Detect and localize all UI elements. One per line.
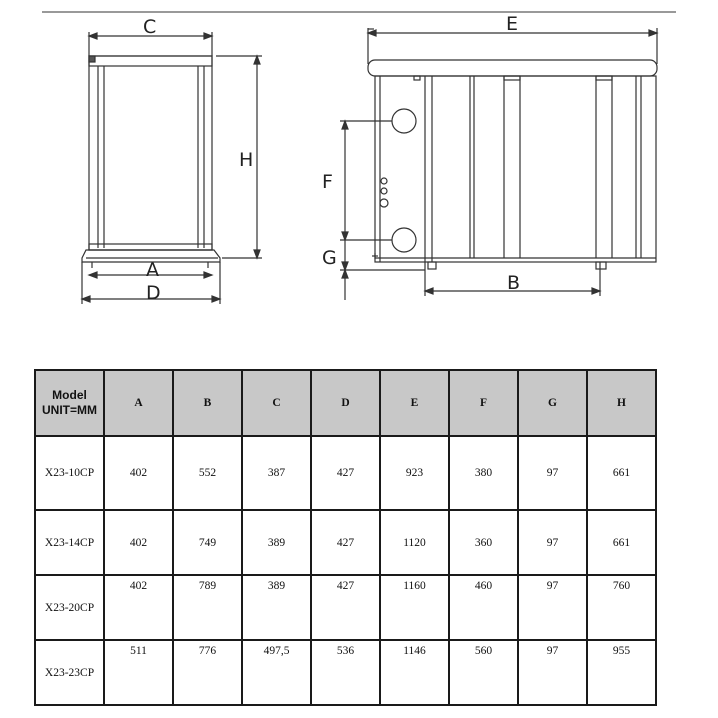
table-cell: 789 xyxy=(173,575,242,640)
table-cell: 360 xyxy=(449,510,518,575)
table-cell: 536 xyxy=(311,640,380,705)
table-cell: 460 xyxy=(449,575,518,640)
model-header-label: Model xyxy=(52,388,87,402)
column-header-c: C xyxy=(242,370,311,436)
table-cell: 380 xyxy=(449,436,518,510)
table-cell: 776 xyxy=(173,640,242,705)
column-header-b: B xyxy=(173,370,242,436)
label-c: C xyxy=(143,16,157,38)
label-f: F xyxy=(322,171,333,193)
unit-header-label: UNIT=MM xyxy=(42,403,97,417)
table-cell: 1160 xyxy=(380,575,449,640)
table-cell: 389 xyxy=(242,510,311,575)
label-h: H xyxy=(239,149,254,171)
table-cell: 661 xyxy=(587,436,656,510)
table-row xyxy=(35,436,656,510)
column-header-d: D xyxy=(311,370,380,436)
table-cell: 387 xyxy=(242,436,311,510)
column-header-a: A xyxy=(104,370,173,436)
side-view xyxy=(82,32,262,304)
table-cell: 427 xyxy=(311,510,380,575)
table-cell: 97 xyxy=(518,575,587,640)
table-row xyxy=(35,510,656,575)
table-cell: 389 xyxy=(242,575,311,640)
column-header-f: F xyxy=(449,370,518,436)
table-header-row xyxy=(35,370,656,436)
technical-dimension-drawing xyxy=(0,0,718,340)
table-cell: 427 xyxy=(311,436,380,510)
table-cell: 1146 xyxy=(380,640,449,705)
column-header-h: H xyxy=(587,370,656,436)
dimension-table xyxy=(34,369,657,706)
table-cell: 97 xyxy=(518,436,587,510)
table-cell: 497,5 xyxy=(242,640,311,705)
table-cell: 402 xyxy=(104,436,173,510)
table-row xyxy=(35,575,656,640)
model-name: X23-10CP xyxy=(35,436,104,510)
front-view xyxy=(340,28,657,300)
label-d: D xyxy=(146,282,161,304)
column-header-g: G xyxy=(518,370,587,436)
table-cell: 760 xyxy=(587,575,656,640)
table-cell: 97 xyxy=(518,510,587,575)
table-cell: 427 xyxy=(311,575,380,640)
label-b: B xyxy=(507,272,521,294)
model-unit-header xyxy=(35,370,104,436)
table-cell: 1120 xyxy=(380,510,449,575)
table-cell: 402 xyxy=(104,575,173,640)
table-cell: 97 xyxy=(518,640,587,705)
table-cell: 955 xyxy=(587,640,656,705)
model-name: X23-20CP xyxy=(35,575,104,640)
table-cell: 560 xyxy=(449,640,518,705)
model-name: X23-23CP xyxy=(35,640,104,705)
table-cell: 749 xyxy=(173,510,242,575)
label-g: G xyxy=(322,247,337,269)
table-row xyxy=(35,640,656,705)
table-cell: 661 xyxy=(587,510,656,575)
label-a: A xyxy=(146,259,159,281)
table-cell: 402 xyxy=(104,510,173,575)
column-header-e: E xyxy=(380,370,449,436)
table-cell: 923 xyxy=(380,436,449,510)
label-e: E xyxy=(506,13,519,35)
table-cell: 511 xyxy=(104,640,173,705)
table-cell: 552 xyxy=(173,436,242,510)
model-name: X23-14CP xyxy=(35,510,104,575)
